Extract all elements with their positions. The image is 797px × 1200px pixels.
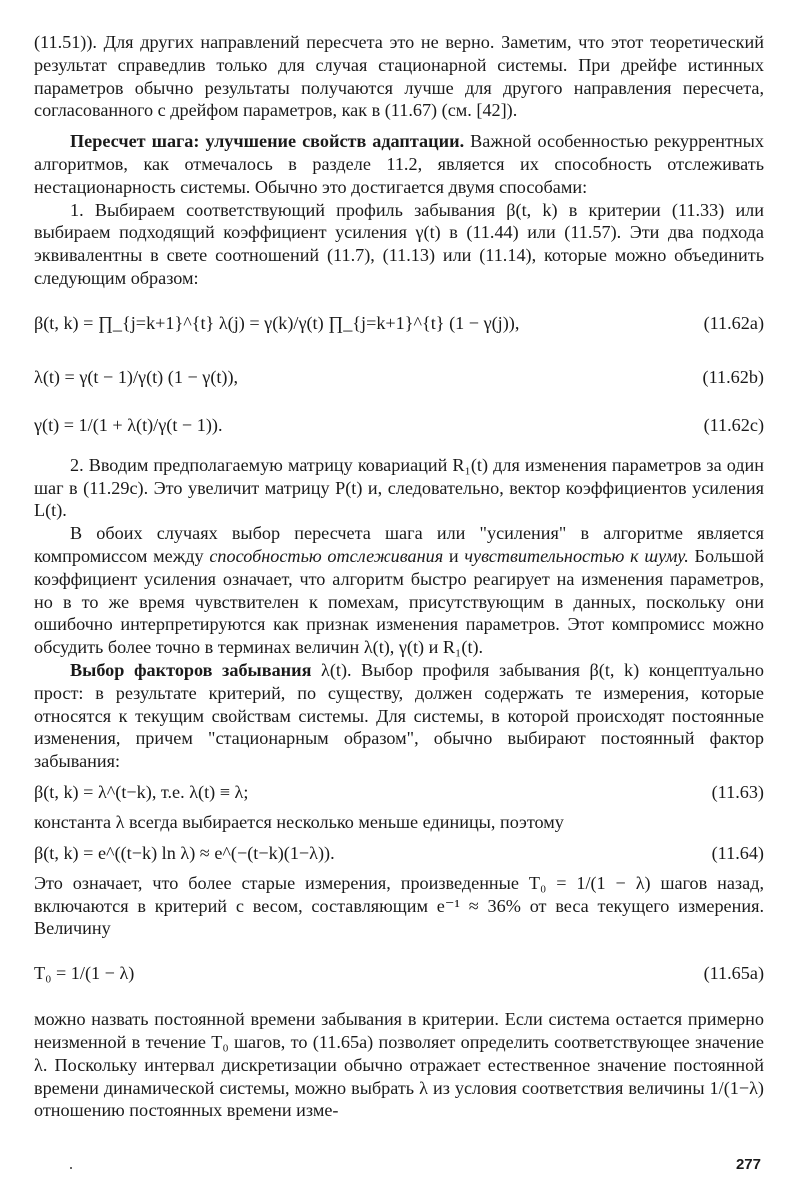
paragraph-5: В обоих случаях выбор пересчета шага или "усиления" в алгоритме является компромиссом между способностью отслеживания и чувствительностью к шуму. Большой коэффициент усиления означает, что алгоритм быстро реагирует на изменения параметров, но в то же время чувствителен к помехам, присутствующим в данных, поскольку они ошибочно интерпретируются как признак изменения параметров. Этот компромисс можно обсудить более точно в терминах величин λ(t), γ(t) и R₁(t). [34,523,765,658]
equation-11-63: β(t, k) = λ^(t−k), т.е. λ(t) ≡ λ; (11.63) [34,781,764,802]
scan-speck [70,1167,72,1169]
equation-11-62a: β(t, k) = ∏_{j=k+1}^{t} λ(j) = γ(k)/γ(t) ∏_{j=k+1}^{t} (1 − γ(j)), (11.62a) [34,312,764,333]
page-body [34,31,764,1122]
paragraph-1: (11.51)). Для других направлений пересчета это не верно. Заметим, что этот теоретический результат справедлив только для случая стационарной системы. При дрейфе истинных параметров обычно результаты получаются лучше для другого направления пересчета, согласованного с дрейфом параметров, как в (11.67) (см. [42]). [34,32,764,121]
equation-11-64: β(t, k) = e^((t−k) ln λ) ≈ e^(−(t−k)(1−λ)). (11.64) [34,842,764,863]
paragraph-6-heading: Выбор факторов забывания [70,659,312,680]
paragraph-2: Пересчет шага: улучшение свойств адаптации. Важной особенностью рекуррентных алгоритмов, как отмечалось в разделе 11.2, является их способность отслеживать нестационарность системы. Обычно это достигается двумя способами: [34,131,764,197]
paragraph-2-heading: Пересчет шага: улучшение свойств адаптации. [70,131,465,152]
paragraph-8: Это означает, что более старые измерения, произведенные T₀ = 1/(1 − λ) шагов назад, включаются в критерий с весом, составляющим e⁻¹ ≈ 36% от веса текущего измерения. Величину [34,872,764,939]
equation-11-62c: γ(t) = 1/(1 + λ(t)/γ(t − 1)). (11.62c) [34,414,764,435]
paragraph-3: 1. Выбираем соответствующий профиль забывания β(t, k) в критерии (11.33) или выбираем подходящий коэффициент усиления γ(t) в (11.44) или (11.57). Эти два подхода эквивалентны в свете соотношений (11.7), (11.13) или (11.14), которые можно объединить следующим образом: [34,199,764,288]
paragraph-7: константа λ всегда выбирается несколько меньше единицы, поэтому [34,811,564,832]
paragraph-9: можно назвать постоянной времени забывания в критерии. Если система остается примерно неизменной в течение T₀ шагов, то (11.65a) позволяет определить соответствующее значение λ. Поскольку интервал дискретизации обычно отражает естественное значение постоянной времени динамической системы, можно выбрать λ из условия соответствия величины 1/(1−λ) отношению постоянных времени изме- [34,1009,764,1121]
paragraph-4: 2. Вводим предполагаемую матрицу ковариаций R₁(t) для изменения параметров за один шаг в (11.29c). Это увеличит матрицу P(t) и, следовательно, вектор коэффициентов усиления L(t). [34,454,764,521]
equation-11-65a: T₀ = 1/(1 − λ) (11.65a) [34,963,764,984]
page-number: 277 [735,1156,761,1173]
equation-11-62b: λ(t) = γ(t − 1)/γ(t) (1 − γ(t)), (11.62b) [34,366,764,387]
paragraph-6: Выбор факторов забывания λ(t). Выбор профиля забывания β(t, k) концептуально прост: в результате критерий, по существу, должен содержать те измерения, которые относятся к текущим свойствам системы. Для системы, в которой происходят постоянные изменения, причем "стационарным образом", обычно выбирают постоянный фактор забывания: [34,659,765,772]
